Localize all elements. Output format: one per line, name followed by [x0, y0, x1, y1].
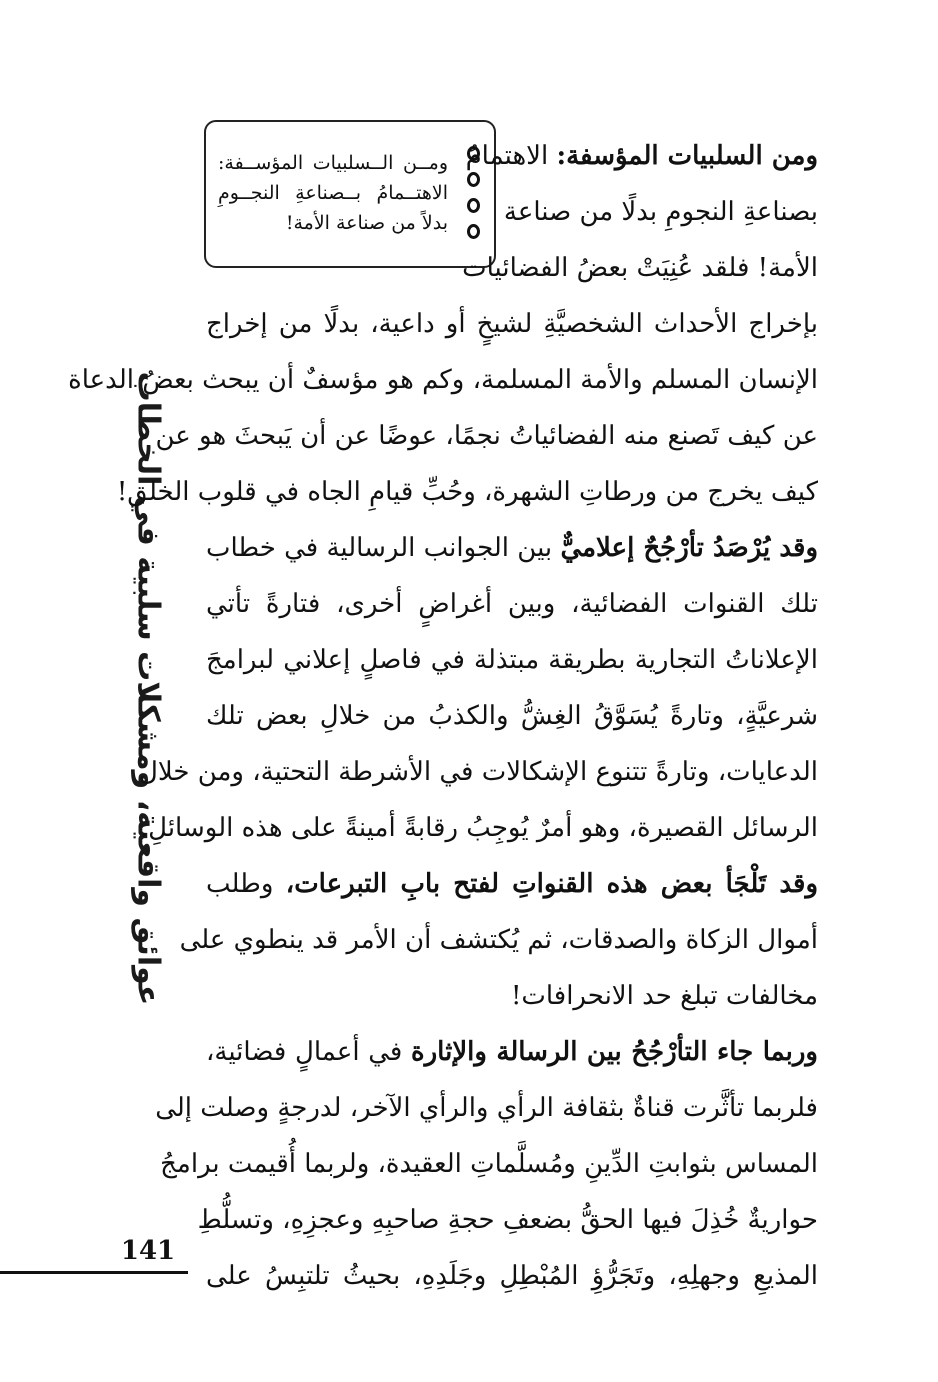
page-number: 141 [120, 1236, 176, 1266]
paragraph-1-line-6: عن كيف تَصنع منه الفضائياتُ نجمًا، عوضًا عن أن يَبحثَ هو عن [155, 421, 818, 451]
pullquote-box [204, 120, 496, 268]
paragraph-2-line-3: الإعلاناتُ التجارية بطريقة مبتذلة في فاصلٍ إعلاني لبرامجَ [206, 645, 818, 675]
pullquote-line: الاهتــمامُ بــصناعةِ النجــومِ [218, 182, 448, 204]
paragraph-1-line-3: الأمة! فلقد عُنِيَتْ بعضُ الفضائيات [462, 253, 818, 283]
pullquote-line: ومــن الــسلبيات المؤســفة: [218, 152, 448, 174]
paragraph-2-line-5: الدعايات، وتارةً تتنوع الإشكالات في الأشرطة التحتية، ومن خلال [138, 757, 818, 787]
paragraph-1-line-1: ومن السلبيات المؤسفة: الاهتمامُ [465, 141, 818, 171]
pullquote-line: بدلاً من صناعة الأمة! [285, 212, 448, 234]
circle-bullet-icon [467, 198, 480, 213]
paragraph-1-line-4: بإخراج الأحداث الشخصيَّةِ لشيخٍ أو داعية، بدلًا من إخراج [206, 309, 818, 339]
running-header-text: عوائق واقعية، ومشكلات سلبية في الخطاب [130, 371, 166, 1005]
paragraph-2-line-6: الرسائل القصيرة، وهو أمرٌ يُوجِبُ رقابةً أمينةً على هذه الوسائلِ. [139, 813, 818, 843]
paragraph-4-line-1: وربما جاء التأرْجُحُ بين الرسالة والإثارة في أعمالٍ فضائية، [206, 1037, 818, 1067]
paragraph-2-line-4: شرعيَّةٍ، وتارةً يُسَوَّقُ الغِشُّ والكذبُ من خلالِ بعض تلك [206, 701, 818, 731]
paragraph-3-line-3: مخالفات تبلغ حد الانحرافات! [510, 981, 818, 1011]
paragraph-3-line-1: وقد تَلْجَأ بعض هذه القنواتِ لفتح بابِ التبرعات، وطلب [206, 869, 818, 899]
footer-rule [0, 1271, 188, 1274]
paragraph-1-line-5: الإنسان المسلم والأمة المسلمة، وكم هو مؤسفٌ أن يبحث بعضُ الدعاة [68, 365, 818, 395]
pullquote-text [218, 148, 448, 238]
paragraph-4-line-2: فلربما تأثَّرت قناةٌ بثقافة الرأي والرأي الآخر، لدرجةٍ وصلت إلى [155, 1093, 818, 1123]
circle-bullet-icon [467, 224, 480, 239]
paragraph-4-line-3: المساس بثوابتِ الدِّينِ ومُسلَّماتِ العقيدة، ولربما أُقيمت برامجُ [160, 1149, 818, 1179]
paragraph-2-line-2: تلك القنوات الفضائية، وبين أغراضٍ أخرى، فتارةً تأتي [206, 589, 818, 619]
paragraph-2-line-1: وقد يُرْصَدُ تأرْجُحٌ إعلاميٌّ بين الجوانب الرسالية في خطاب [206, 533, 818, 563]
paragraph-1-line-7: كيف يخرج من ورطاتِ الشهرة، وحُبِّ قيامِ الجاه في قلوب الخلق! [116, 477, 818, 507]
paragraph-4-line-5: المذيعِ وجهلِهِ، وتَجَرُّؤِ المُبْطِلِ وجَلَدِهِ، بحيثُ تلتبِسُ على [206, 1261, 818, 1291]
paragraph-4-line-4: حواريةٌ خُذِلَ فيها الحقُّ بضعفِ حجةِ صاحبِهِ وعجزِهِ، وتسلُّطِ [197, 1205, 818, 1235]
paragraph-1-line-2: بصناعةِ النجومِ بدلًا من صناعة [503, 197, 818, 227]
paragraph-3-line-2: أموال الزكاة والصدقات، ثم يُكتشف أن الأمر قد ينطوي على [179, 925, 818, 955]
